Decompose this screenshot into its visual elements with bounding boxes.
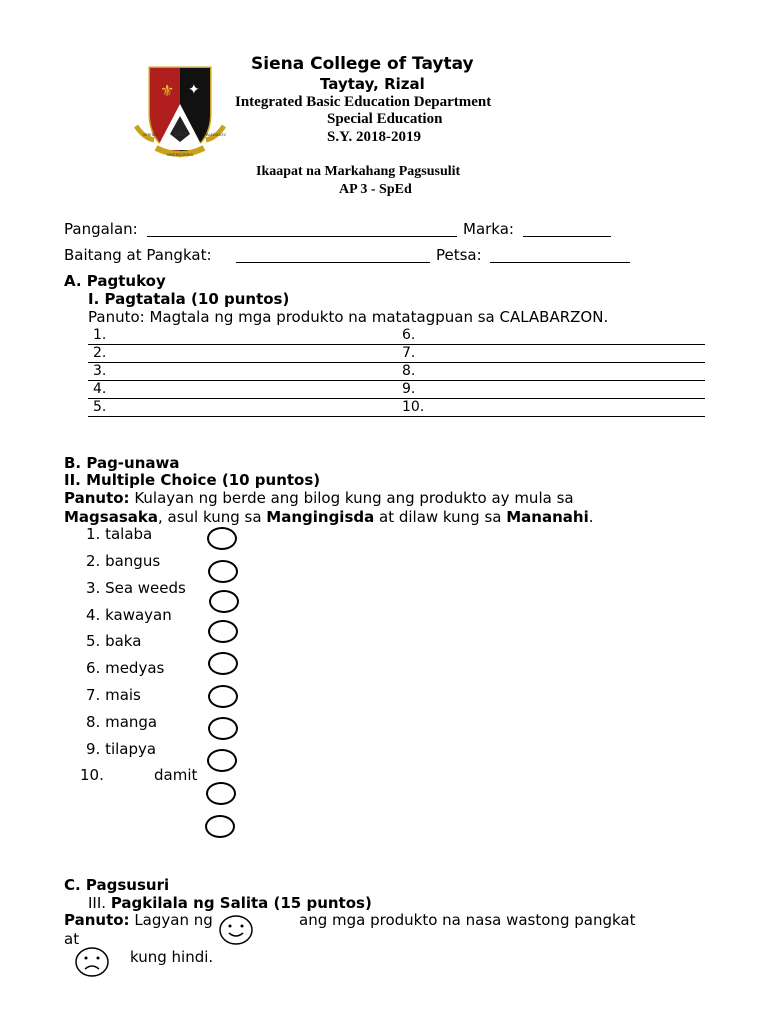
list-number: 9. [402,381,416,397]
answer-circle[interactable] [208,620,238,643]
list-number: 4. [93,381,107,397]
choice-item: 5. baka [86,632,142,650]
sad-face-icon [74,946,110,978]
keyword-magsasaka: Magsasaka [64,508,158,526]
logo-year: 1957 [173,132,187,138]
keyword-mangingisda: Mangingisda [266,508,375,526]
section-b-heading: B. Pag-unawa [64,454,180,472]
choice-item: 1. talaba [86,525,153,543]
part-title: Pagkilala ng Salita (15 puntos) [110,894,372,912]
section-b-instruction-line1 [64,489,574,507]
department: Integrated Basic Education Department [235,94,492,110]
answer-line[interactable] [88,362,705,363]
instruction-text: . [588,508,594,526]
part-number: III. [88,894,107,912]
svg-text:✦: ✦ [188,82,200,98]
answer-circle[interactable] [208,685,238,708]
section-c-instruction-line3: kung hindi. [130,948,214,966]
choice-item: 3. Sea weeds [86,579,186,597]
section-b-part-title: II. Multiple Choice (10 puntos) [64,471,321,489]
grade-section-label: Baitang at Pangkat: [64,246,212,264]
list-number: 5. [93,399,107,415]
date-blank[interactable] [490,262,630,263]
answer-circle[interactable] [208,652,238,675]
exam-title: Ikaapat na Markahang Pagsusulit [256,164,461,179]
subject: AP 3 - SpEd [339,182,412,197]
date-label: Petsa: [436,246,482,264]
answer-circle[interactable] [206,782,236,805]
keyword-mananahi: Mananahi [506,508,589,526]
list-number: 10. [402,399,425,415]
school-logo [134,64,226,160]
name-blank[interactable] [147,236,457,237]
choice-item: 2. bangus [86,552,161,570]
list-number: 6. [402,327,416,343]
list-number: 1. [93,327,107,343]
instruction-label: Panuto: [64,911,130,929]
choice-item: 9. tilapya [86,740,157,758]
score-label: Marka: [463,220,514,238]
school-location: Taytay, Rizal [320,75,425,93]
instruction-label: Panuto: [64,489,130,507]
section-c-part-title [88,894,372,912]
instruction-text: Lagyan ng [129,911,213,929]
answer-line[interactable] [88,380,705,381]
section-a-instruction: Panuto: Magtala ng mga produkto na matatagpuan sa CALABARZON. [88,308,609,326]
instruction-text: at dilaw kung sa [374,508,507,526]
list-number: 8. [402,363,416,379]
section-b-instruction-line2 [64,508,594,526]
logo-motto-bottom: MISERICORDIA [167,153,193,157]
smiley-face-icon [218,914,254,946]
list-number: 7. [402,345,416,361]
answer-circle[interactable] [208,560,238,583]
section-c-instruction-line1b: ang mga produkto na nasa wastong pangkat [299,911,636,929]
answer-circle[interactable] [205,815,235,838]
answer-circle[interactable] [209,590,239,613]
choice-item: 6. medyas [86,659,165,677]
answer-circle[interactable] [207,527,237,550]
list-number: 3. [93,363,107,379]
section-a-heading: A. Pagtukoy [64,272,166,290]
instruction-text: Kulayan ng berde ang bilog kung ang produkto ay mula sa [129,489,574,507]
choice-item: 8. manga [86,713,158,731]
choice-item: 7. mais [86,686,141,704]
choice-item-number: 10. [80,766,104,784]
name-label: Pangalan: [64,220,138,238]
answer-line[interactable] [88,398,705,399]
score-blank[interactable] [523,236,611,237]
list-number: 2. [93,345,107,361]
program: Special Education [327,111,443,127]
logo-motto-left: VERITAS [143,133,158,137]
school-year: S.Y. 2018-2019 [327,129,422,145]
answer-circle[interactable] [208,717,238,740]
section-c-instruction-and: at [64,930,80,948]
logo-motto-right: PRAEDICATIO [204,133,226,137]
section-a-part-title: I. Pagtatala (10 puntos) [88,290,290,308]
answer-line[interactable] [88,416,705,417]
answer-line[interactable] [88,344,705,345]
section-c-instruction-line1 [64,911,213,929]
choice-item: damit [154,766,198,784]
school-name: Siena College of Taytay [251,54,474,74]
answer-circle[interactable] [207,749,237,772]
svg-text:⚜: ⚜ [160,81,175,100]
grade-section-blank[interactable] [236,262,430,263]
section-c-heading: C. Pagsusuri [64,876,170,894]
instruction-text: , asul kung sa [157,508,267,526]
choice-item: 4. kawayan [86,606,172,624]
